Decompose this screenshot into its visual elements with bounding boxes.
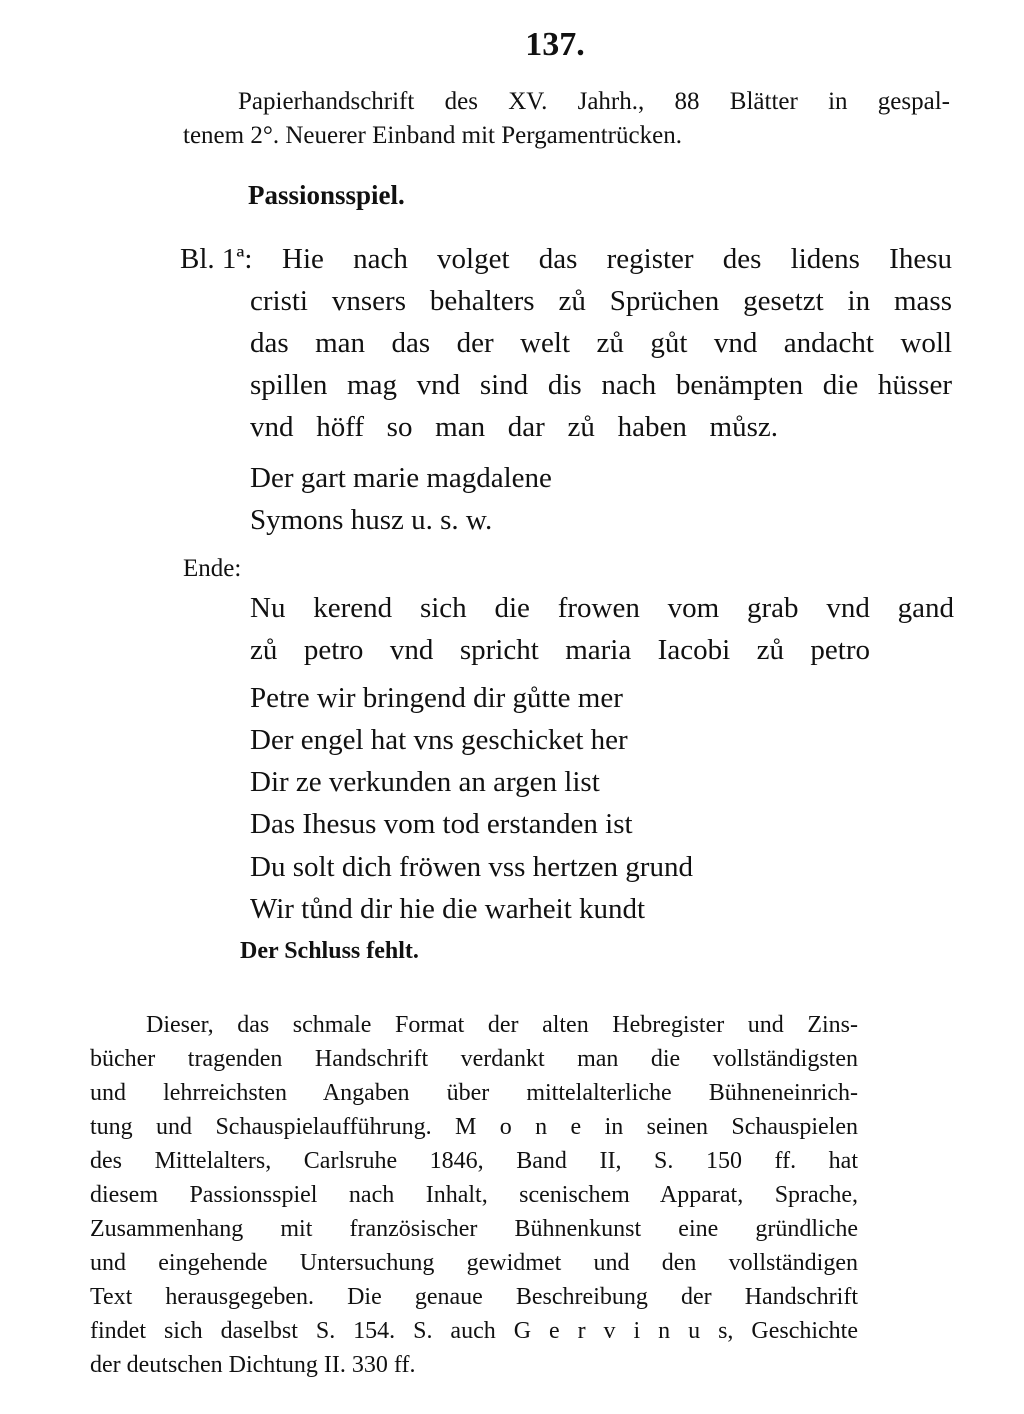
section-heading: Passionsspiel. <box>248 180 405 210</box>
paragraph-line: Zusammenhang mit französischer Bühnenkunst eine gründliche <box>90 1216 858 1242</box>
description-line: tenem 2°. Neuerer Einband mit Pergamentrücken. <box>183 122 682 149</box>
verse-line: Du solt dich fröwen vss hertzen grund <box>250 851 693 883</box>
register-line: das man das der welt zů gůt vnd andacht woll <box>250 327 952 359</box>
scene-item: Der gart marie magdalene <box>250 462 552 494</box>
closing-note: Der Schluss fehlt. <box>240 938 419 964</box>
paragraph-line: bücher tragenden Handschrift verdankt man die vollständigsten <box>90 1046 858 1072</box>
paragraph-line: der deutschen Dichtung II. 330 ff. <box>90 1352 416 1378</box>
ende-label: Ende: <box>183 555 242 582</box>
register-line: Hie nach volget das register des lidens Ihesu <box>282 243 952 275</box>
register-line: spillen mag vnd sind dis nach benämpten die hüsser <box>250 369 952 401</box>
stage-direction-line: Nu kerend sich die frowen vom grab vnd gand <box>250 592 954 624</box>
paragraph-line: und eingehende Untersuchung gewidmet und den vollständigen <box>90 1250 858 1276</box>
paragraph-line: diesem Passionsspiel nach Inhalt, scenischem Apparat, Sprache, <box>90 1182 858 1208</box>
scene-item: Symons husz u. s. w. <box>250 504 493 536</box>
paragraph-line: Dieser, das schmale Format der alten Hebregister und Zins- <box>146 1012 858 1038</box>
verse-line: Das Ihesus vom tod erstanden ist <box>250 808 633 840</box>
paragraph-line: tung und Schauspielaufführung. M o n e in seinen Schauspielen <box>90 1114 858 1140</box>
paragraph-line: Text herausgegeben. Die genaue Beschreibung der Handschrift <box>90 1284 858 1310</box>
register-label: Bl. 1ª: <box>180 243 253 275</box>
paragraph-line: findet sich daselbst S. 154. S. auch G e r v i n u s, Geschichte <box>90 1318 858 1344</box>
verse-line: Petre wir bringend dir gůtte mer <box>250 682 623 714</box>
verse-line: Der engel hat vns geschicket her <box>250 724 628 756</box>
page-number: 137. <box>525 26 585 63</box>
paragraph-line: des Mittelalters, Carlsruhe 1846, Band II, S. 150 ff. hat <box>90 1148 858 1174</box>
verse-line: Dir ze verkunden an argen list <box>250 766 600 798</box>
register-line: vnd höff so man dar zů haben můsz. <box>250 411 778 443</box>
description-line: Papierhandschrift des XV. Jahrh., 88 Blätter in gespal- <box>238 88 950 115</box>
stage-direction-line: zů petro vnd spricht maria Iacobi zů petro <box>250 634 870 666</box>
register-line: cristi vnsers behalters zů Sprüchen gesetzt in mass <box>250 285 952 317</box>
paragraph-line: und lehrreichsten Angaben über mittelalterliche Bühneneinrich- <box>90 1080 858 1106</box>
verse-line: Wir tůnd dir hie die warheit kundt <box>250 893 646 925</box>
